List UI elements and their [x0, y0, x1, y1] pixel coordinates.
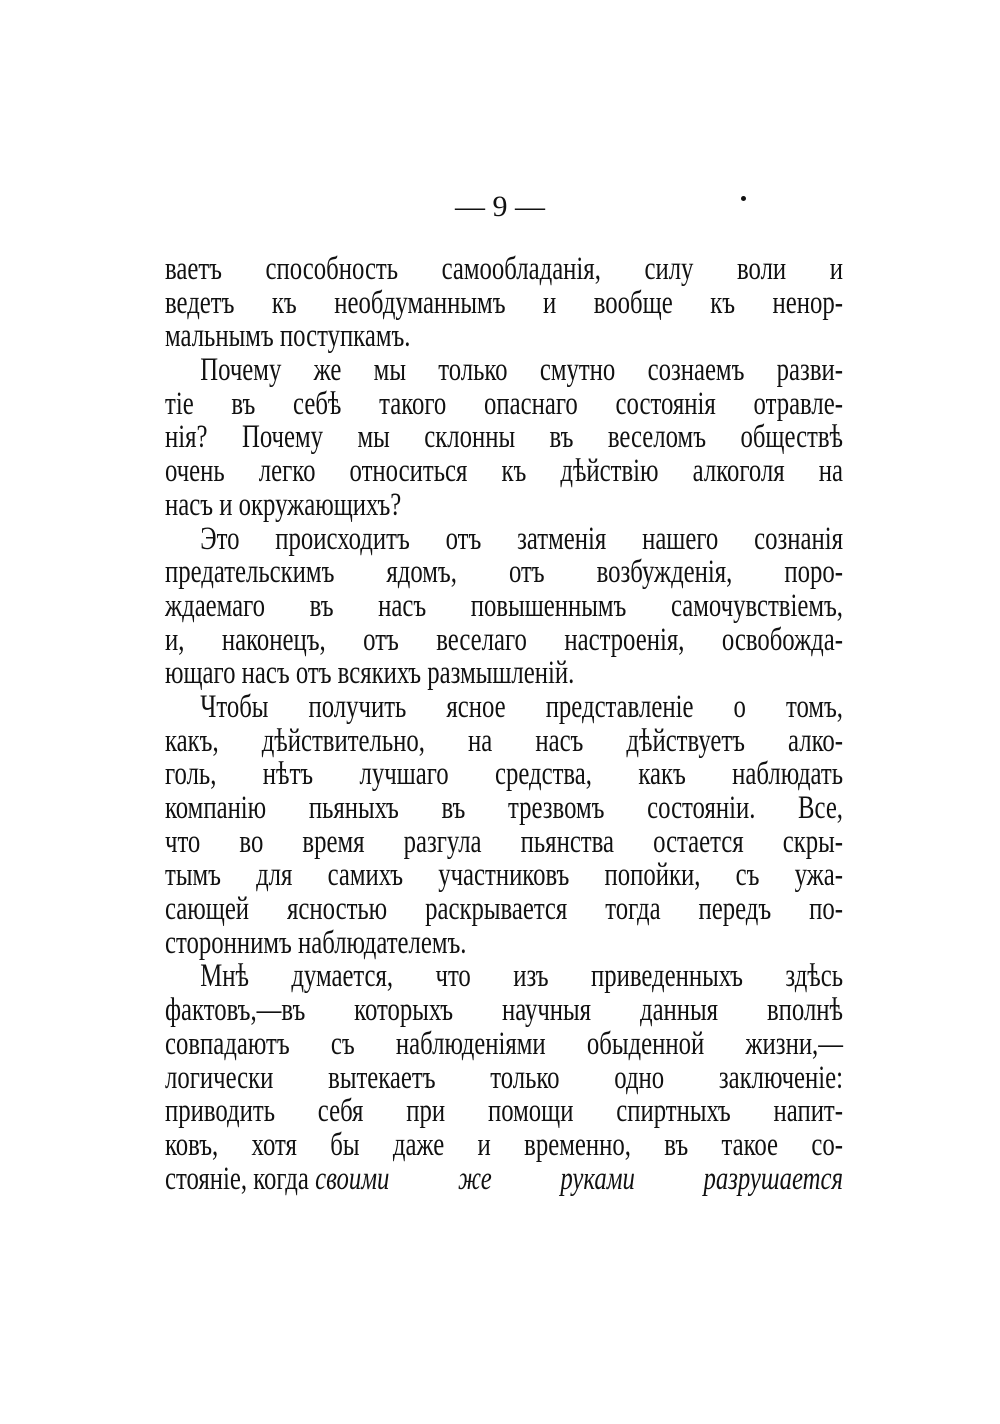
text-line: голь, нѣтъ лучшаго средства, какъ наблюдать [165, 756, 843, 793]
paragraph [165, 688, 843, 961]
paragraph [165, 354, 843, 522]
text-regular: стояніе, когда [165, 1160, 316, 1197]
text-line: ваетъ способность самообладанія, силу воли и [165, 251, 843, 287]
page-number: — 9 — [455, 190, 545, 223]
text-line: Чтобы получить ясное представленіе о томъ, [200, 688, 843, 725]
paragraph [165, 520, 843, 692]
text-line: очень легко относиться къ дѣйствію алкоголя на [165, 453, 843, 490]
ink-speck [741, 196, 746, 201]
text-line-final [165, 1160, 843, 1197]
text-line: фактовъ,—въ которыхъ научныя данныя вполнѣ [165, 992, 843, 1029]
text-line: Мнѣ думается, что изъ приведенныхъ здѣсь [200, 958, 843, 995]
paragraph [165, 960, 843, 1196]
text-line: логически вытекаетъ только одно заключеніе: [165, 1059, 843, 1096]
text-line: стороннимъ наблюдателемъ. [165, 924, 467, 961]
text-line: компанію пьяныхъ въ трезвомъ состояніи. Все, [165, 790, 843, 826]
text-line: ждаемаго въ насъ повышеннымъ самочувствіемъ, [165, 587, 843, 624]
text-line: ковъ, хотя бы даже и временно, въ такое со- [165, 1126, 843, 1163]
text-line: ющаго насъ отъ всякихъ размышленій. [165, 655, 575, 692]
text-line: ведетъ къ необдуманнымъ и вообще къ ненор- [165, 284, 843, 321]
text-line: и, наконецъ, отъ веселаго настроенія, освобожда- [165, 621, 843, 658]
text-line: Почему же мы только смутно сознаемъ разви- [200, 352, 843, 389]
paragraph [165, 253, 843, 354]
text-line: что во время разгула пьянства остается скры- [165, 823, 843, 860]
text-line: насъ и окружающихъ? [165, 486, 402, 523]
text-line: Это происходитъ отъ затменія нашего сознанія [200, 520, 843, 557]
body-text [165, 253, 843, 1196]
text-line: предательскимъ ядомъ, отъ возбужденія, поро- [165, 554, 843, 591]
text-italic-emphasis: своими же руками разрушается [315, 1162, 843, 1197]
text-line: какъ, дѣйствительно, на насъ дѣйствуетъ алко- [165, 722, 843, 759]
text-line: приводить себя при помощи спиртныхъ напит- [165, 1093, 843, 1130]
text-line: тымъ для самихъ участниковъ попойки, съ ужа- [165, 857, 843, 894]
text-line: совпадаютъ съ наблюденіями обыденной жизни,— [165, 1025, 843, 1062]
text-line: тіе въ себѣ такого опаснаго состоянія отравле- [165, 385, 843, 422]
text-line: мальнымъ поступкамъ. [165, 318, 411, 355]
text-line: сающей ясностью раскрывается тогда передъ по- [165, 891, 843, 928]
text-line: нія? Почему мы склонны въ веселомъ обществѣ [165, 419, 843, 456]
